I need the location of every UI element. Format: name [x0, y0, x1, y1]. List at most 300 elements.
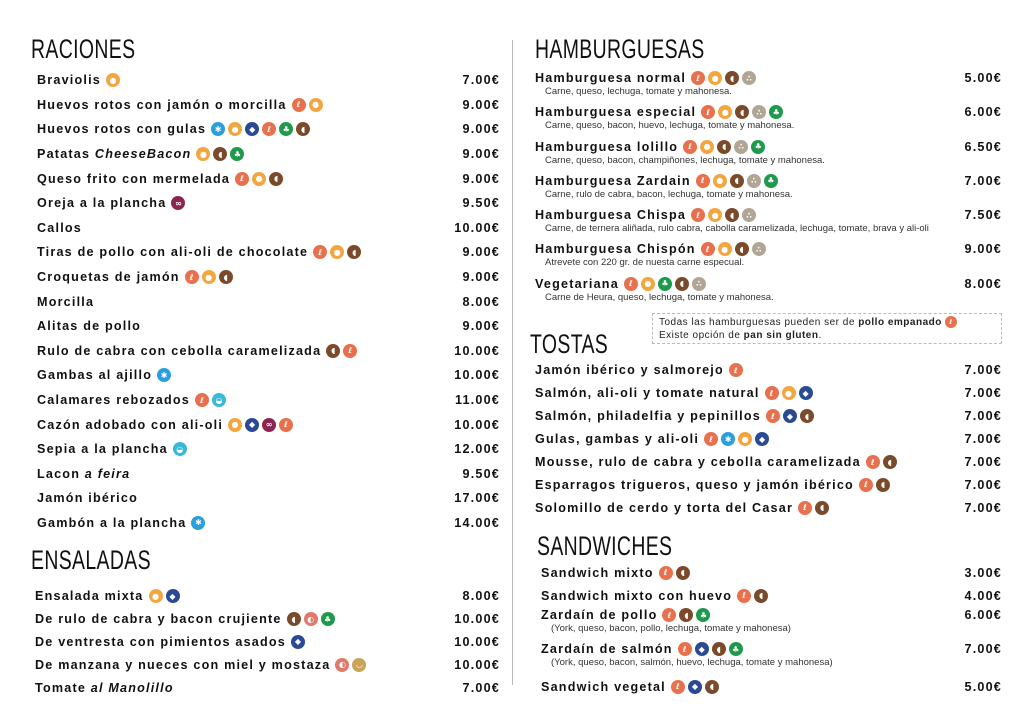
allergen-icons — [149, 589, 180, 603]
gluten-icon: ℓ — [185, 270, 199, 284]
menu-item-row — [535, 382, 1002, 405]
menu-item — [535, 382, 1002, 405]
menu-item — [35, 608, 500, 631]
menu-item-row — [535, 207, 1002, 223]
item-price: 9.00€ — [462, 245, 500, 260]
gluten-icon: ℓ — [624, 277, 638, 291]
allergen-icons — [671, 680, 719, 694]
fish-icon: ◆ — [291, 635, 305, 649]
egg-icon: ● — [228, 122, 242, 136]
egg-icon: ● — [782, 386, 796, 400]
crustacean-icon: ✱ — [721, 432, 735, 446]
menu-item-row — [535, 70, 1002, 86]
menu-item-row — [535, 428, 1002, 451]
allergen-icons — [678, 642, 743, 656]
section-title-sandwiches: SANDWICHES — [537, 531, 673, 561]
gluten-icon: ℓ — [659, 566, 673, 580]
section-title-hamburguesas: HAMBURGUESAS — [535, 34, 705, 64]
menu-item — [37, 240, 500, 265]
item-name-text: Solomillo de cerdo y torta del Casar — [535, 500, 794, 515]
milk-icon: ◖ — [296, 122, 310, 136]
menu-item-row — [37, 191, 500, 216]
milk-icon: ◖ — [883, 455, 897, 469]
item-price: 11.00€ — [454, 393, 500, 408]
item-price: 7.00€ — [462, 73, 500, 88]
menu-item — [541, 561, 1002, 584]
item-name-text: Hamburguesa normal — [535, 71, 687, 85]
egg-icon: ● — [228, 418, 242, 432]
nuts-icon: ◐ — [304, 612, 318, 626]
allergen-icons — [866, 455, 897, 469]
item-name-text: Hamburguesa Chispón — [535, 242, 696, 257]
egg-icon: ● — [202, 270, 216, 284]
item-description: Carne de Heura, queso, lechuga, tomate y mahonesa. — [545, 291, 774, 303]
gluten-icon: ℓ — [292, 98, 306, 112]
menu-item-row — [35, 676, 500, 699]
item-price: 7.00€ — [964, 477, 1002, 492]
item-name-text: Alitas de pollo — [37, 319, 142, 334]
item-name-text: Jamón ibérico — [37, 491, 138, 506]
item-name — [37, 491, 138, 505]
item-price: 7.00€ — [964, 386, 1002, 401]
gluten-icon: ℓ — [866, 455, 880, 469]
menu-item — [541, 641, 1002, 675]
menu-item — [37, 437, 500, 462]
menu-item — [37, 142, 500, 167]
menu-item-row — [541, 607, 1002, 623]
section-title-raciones: RACIONES — [31, 34, 136, 64]
menu-item-row — [37, 289, 500, 314]
crustacean-icon: ✱ — [191, 516, 205, 530]
menu-item-row — [541, 641, 1002, 657]
item-name — [37, 295, 94, 309]
menu-item — [37, 412, 500, 437]
item-name-text: Gulas, gambas y ali-oli — [535, 432, 700, 447]
menu-item-row — [535, 104, 1002, 120]
menu-item — [535, 276, 1002, 310]
allergen-icons — [171, 196, 185, 210]
allergen-icons — [659, 566, 690, 580]
item-name-text: Ensalada mixta — [35, 589, 144, 604]
gluten-icon: ℓ — [766, 409, 780, 423]
item-price: 10.00€ — [454, 417, 500, 432]
allergen-icons — [701, 242, 766, 256]
gluten-icon: ℓ — [945, 316, 957, 328]
egg-icon: ● — [196, 147, 210, 161]
menu-item — [35, 676, 500, 699]
item-name-text: Gambón a la plancha — [37, 515, 187, 530]
menu-item — [541, 675, 1002, 698]
menu-item-row — [37, 265, 500, 290]
egg-icon: ● — [718, 105, 732, 119]
item-name — [535, 386, 760, 400]
gluten-icon: ℓ — [262, 122, 276, 136]
item-name — [37, 344, 321, 358]
fish-icon: ◆ — [166, 589, 180, 603]
allergen-icons — [228, 418, 293, 432]
item-name-text: Sandwich vegetal — [541, 679, 666, 694]
item-name — [35, 589, 144, 603]
menu-item — [535, 173, 1002, 207]
allergen-icons — [313, 245, 361, 259]
fish-icon: ◆ — [245, 122, 259, 136]
menu-item — [37, 117, 500, 142]
item-name-text: Huevos rotos con jamón o morcilla — [37, 97, 287, 112]
milk-icon: ◖ — [725, 71, 739, 85]
item-price: 7.00€ — [462, 680, 500, 695]
allergen-icons — [211, 122, 310, 136]
allergen-icons — [157, 368, 171, 382]
allergen-icons — [696, 174, 778, 188]
item-name — [37, 122, 206, 136]
allergen-icons — [173, 442, 187, 456]
menu-item-row — [37, 240, 500, 265]
menu-item — [37, 265, 500, 290]
allergen-icons — [662, 608, 710, 622]
gluten-icon: ℓ — [765, 386, 779, 400]
hamburguesas-list — [535, 70, 1002, 310]
gluten-icon: ℓ — [701, 242, 715, 256]
menu-item-row — [37, 216, 500, 241]
gluten-icon: ℓ — [704, 432, 718, 446]
item-name — [37, 368, 152, 382]
menu-item — [37, 93, 500, 118]
item-name — [541, 566, 654, 580]
allergen-icons — [691, 71, 756, 85]
menu-item-row — [37, 339, 500, 364]
item-description: Carne, de ternera aliñada, rulo cabra, cabolla caramelizada, lechuga, tomate, brava y ali-oli — [545, 223, 929, 235]
menu-item — [37, 486, 500, 511]
note-text: . — [818, 330, 822, 341]
item-name-text: Sepia a la plancha — [37, 442, 168, 457]
item-price: 7.00€ — [964, 409, 1002, 424]
note-bold: pan sin gluten — [743, 330, 819, 341]
item-price: 9.00€ — [462, 122, 500, 137]
item-name — [37, 221, 82, 235]
item-name-text: Zardaín de pollo — [541, 608, 658, 623]
item-price: 8.00€ — [964, 276, 1002, 291]
milk-icon: ◖ — [219, 270, 233, 284]
item-name-text: Rulo de cabra con cebolla caramelizada — [37, 343, 322, 358]
menu-item-row — [535, 241, 1002, 257]
crustacean-icon: ✱ — [211, 122, 225, 136]
item-name-text: Cazón adobado con ali-oli — [37, 417, 224, 432]
item-description: (York, queso, bacon, pollo, lechuga, tomate y mahonesa) — [551, 623, 791, 635]
item-name-text: Sandwich mixto — [541, 565, 654, 580]
item-name-text: De ventresta con pimientos asados — [35, 634, 286, 649]
menu-item-row — [541, 675, 1002, 698]
milk-icon: ◖ — [705, 680, 719, 694]
allergen-icons — [798, 501, 829, 515]
note-text: Existe opción de — [659, 330, 744, 341]
sesame-icon: ∴ — [742, 208, 756, 222]
egg-icon: ● — [330, 245, 344, 259]
milk-icon: ◖ — [213, 147, 227, 161]
item-name — [535, 174, 691, 188]
item-description: Carne, queso, lechuga, tomate y mahonesa. — [545, 86, 732, 97]
gluten-icon: ℓ — [195, 393, 209, 407]
raciones-list — [37, 68, 500, 535]
item-price: 5.00€ — [964, 679, 1002, 694]
egg-icon: ● — [106, 73, 120, 87]
note-bold: pollo empanado — [858, 317, 942, 328]
gluten-icon: ℓ — [678, 642, 692, 656]
allergen-icons — [191, 516, 205, 530]
gluten-icon: ℓ — [343, 344, 357, 358]
milk-icon: ◖ — [754, 589, 768, 603]
celery-icon: ♣ — [279, 122, 293, 136]
egg-icon: ● — [309, 98, 323, 112]
menu-item-row — [37, 314, 500, 339]
item-name — [37, 467, 130, 481]
item-name — [541, 680, 666, 694]
allergen-icons — [766, 409, 814, 423]
allergen-icons — [326, 344, 357, 358]
item-price: 10.00€ — [454, 220, 500, 235]
celery-icon: ♣ — [696, 608, 710, 622]
sesame-icon: ∴ — [692, 277, 706, 291]
egg-icon: ● — [708, 71, 722, 85]
sesame-icon: ∴ — [747, 174, 761, 188]
milk-icon: ◖ — [800, 409, 814, 423]
item-price: 14.00€ — [454, 515, 500, 530]
milk-icon: ◖ — [815, 501, 829, 515]
item-price: 9.00€ — [462, 147, 500, 162]
allergen-icons — [195, 393, 226, 407]
allergen-icons — [859, 478, 890, 492]
item-price: 7.00€ — [964, 500, 1002, 515]
menu-item-row — [541, 561, 1002, 584]
item-name-text: Callos — [37, 220, 82, 235]
mollusk-icon: ◒ — [173, 442, 187, 456]
allergen-icons — [196, 147, 244, 161]
item-description: Atrevete con 220 gr. de nuesta carne especual. — [545, 257, 745, 269]
milk-icon: ◖ — [676, 566, 690, 580]
menu-item — [37, 388, 500, 413]
item-name-text: Braviolis — [37, 73, 101, 88]
milk-icon: ◖ — [269, 172, 283, 186]
item-name — [37, 245, 308, 259]
section-title-ensaladas: ENSALADAS — [31, 545, 151, 575]
item-name — [37, 418, 223, 432]
item-name-text: Huevos rotos con gulas — [37, 122, 207, 137]
menu-item-row — [37, 117, 500, 142]
item-name-text: Mousse, rulo de cabra y cebolla caramelizada — [535, 455, 861, 469]
sesame-icon: ∴ — [734, 140, 748, 154]
menu-item — [535, 104, 1002, 138]
celery-icon: ♣ — [658, 277, 672, 291]
item-price: 7.00€ — [964, 363, 1002, 378]
menu-item-row — [535, 276, 1002, 292]
item-name-text: Tiras de pollo con ali-oli de chocolate — [37, 245, 309, 260]
menu-item-row — [35, 653, 500, 676]
item-name-text: Croquetas de jamón — [37, 270, 180, 285]
item-price: 6.50€ — [964, 139, 1002, 154]
item-name-text: Hamburguesa especial — [535, 105, 697, 120]
menu-item-row — [37, 412, 500, 437]
item-name — [535, 71, 686, 85]
menu-item — [37, 216, 500, 241]
menu-item — [535, 428, 1002, 451]
item-description: Carne, rulo de cabra, bacon, lechuga, tomate y mahonesa. — [545, 188, 793, 200]
item-name-italic: al Manolillo — [90, 680, 174, 695]
menu-item — [535, 359, 1002, 382]
item-price: 9.50€ — [462, 466, 500, 481]
menu-item — [535, 451, 1002, 474]
menu-item — [37, 68, 500, 93]
item-price: 9.00€ — [964, 242, 1002, 257]
menu-item-row — [535, 496, 1002, 519]
menu-item — [37, 166, 500, 191]
allergen-icons — [185, 270, 233, 284]
item-name — [535, 105, 696, 119]
gluten-icon: ℓ — [235, 172, 249, 186]
item-name — [535, 455, 861, 469]
item-name-text: De rulo de cabra y bacon crujiente — [35, 612, 282, 627]
item-price: 8.00€ — [462, 294, 500, 309]
item-name-text: Salmón, ali-oli y tomate natural — [535, 386, 760, 401]
menu-item — [37, 363, 500, 388]
gluten-icon: ℓ — [691, 71, 705, 85]
item-name-text: Oreja a la plancha — [37, 196, 167, 211]
sulphites-icon: ∞ — [262, 418, 276, 432]
allergen-icons — [737, 589, 768, 603]
item-name-text: Hamburguesa Chispa — [535, 208, 687, 223]
item-price: 7.00€ — [964, 173, 1002, 188]
egg-icon: ● — [708, 208, 722, 222]
item-name — [37, 270, 180, 284]
milk-icon: ◖ — [287, 612, 301, 626]
item-name-text: De manzana y nueces con miel y mostaza — [35, 657, 331, 672]
crustacean-icon: ✱ — [157, 368, 171, 382]
item-name-text: Tomate — [35, 680, 91, 695]
sesame-icon: ∴ — [752, 242, 766, 256]
menu-item — [37, 289, 500, 314]
allergen-icons — [765, 386, 813, 400]
menu-item-row — [37, 437, 500, 462]
item-price: 10.00€ — [454, 343, 500, 358]
menu-item-row — [535, 405, 1002, 428]
menu-item — [535, 241, 1002, 275]
gluten-icon: ℓ — [737, 589, 751, 603]
item-name — [535, 363, 724, 377]
item-price: 8.00€ — [462, 589, 500, 604]
gluten-icon: ℓ — [313, 245, 327, 259]
celery-icon: ♣ — [764, 174, 778, 188]
item-name-text: Queso frito con mermelada — [37, 171, 231, 186]
milk-icon: ◖ — [717, 140, 731, 154]
item-name — [541, 589, 732, 603]
menu-item-row — [37, 68, 500, 93]
gluten-icon: ℓ — [662, 608, 676, 622]
mollusk-icon: ◒ — [212, 393, 226, 407]
milk-icon: ◖ — [735, 242, 749, 256]
item-name — [37, 442, 168, 456]
allergen-icons — [701, 105, 783, 119]
fish-icon: ◆ — [783, 409, 797, 423]
item-description: Carne, queso, bacon, huevo, lechuga, tomate y mahonesa. — [545, 120, 795, 132]
sandwiches-list — [541, 561, 1002, 699]
ensaladas-list — [35, 585, 500, 699]
sesame-icon: ∴ — [742, 71, 756, 85]
milk-icon: ◖ — [876, 478, 890, 492]
sesame-icon: ∴ — [752, 105, 766, 119]
item-name — [535, 501, 793, 515]
milk-icon: ◖ — [679, 608, 693, 622]
item-name — [35, 612, 282, 626]
fish-icon: ◆ — [755, 432, 769, 446]
item-name-text: Hamburguesa Zardain — [535, 173, 691, 188]
allergen-icons — [292, 98, 323, 112]
menu-item-row — [37, 462, 500, 487]
allergen-icons — [691, 208, 756, 222]
egg-icon: ● — [149, 589, 163, 603]
menu-item-row — [35, 585, 500, 608]
allergen-icons — [729, 363, 743, 377]
item-price: 10.00€ — [454, 634, 500, 649]
menu-item-row — [35, 631, 500, 654]
milk-icon: ◖ — [326, 344, 340, 358]
allergen-icons — [624, 277, 706, 291]
menu-item-row — [541, 584, 1002, 607]
gluten-icon: ℓ — [671, 680, 685, 694]
menu-item — [35, 631, 500, 654]
menu-item-row — [535, 359, 1002, 382]
allergen-icons — [335, 658, 366, 672]
menu-item-row — [37, 166, 500, 191]
egg-icon: ● — [700, 140, 714, 154]
item-name — [37, 172, 230, 186]
item-price: 9.00€ — [462, 270, 500, 285]
item-name-text: Zardaín de salmón — [541, 642, 673, 657]
item-name — [35, 635, 286, 649]
item-name — [35, 681, 174, 695]
milk-icon: ◖ — [730, 174, 744, 188]
item-name-text: Gambas al ajillo — [37, 368, 153, 383]
menu-item — [37, 511, 500, 536]
item-name — [37, 516, 186, 530]
item-price: 4.00€ — [964, 588, 1002, 603]
menu-item — [35, 653, 500, 676]
hamburguesas-note — [652, 313, 1002, 344]
celery-icon: ♣ — [769, 105, 783, 119]
section-title-tostas: TOSTAS — [530, 329, 609, 359]
item-description: (York, queso, bacon, salmón, huevo, lechuga, tomate y mahonesa) — [551, 657, 833, 669]
menu-item — [35, 585, 500, 608]
item-price: 7.00€ — [964, 432, 1002, 447]
milk-icon: ◖ — [735, 105, 749, 119]
item-name-italic: CheeseBacon — [94, 147, 192, 162]
gluten-icon: ℓ — [798, 501, 812, 515]
egg-icon: ● — [252, 172, 266, 186]
menu-item-row — [37, 363, 500, 388]
gluten-icon: ℓ — [691, 208, 705, 222]
item-name — [541, 642, 673, 656]
item-name-italic: a feira — [84, 466, 131, 481]
allergen-icons — [235, 172, 283, 186]
menu-item-row — [37, 142, 500, 167]
egg-icon: ● — [641, 277, 655, 291]
item-price: 9.00€ — [462, 97, 500, 112]
item-price: 12.00€ — [454, 442, 500, 457]
egg-icon: ● — [718, 242, 732, 256]
item-name-text: Hamburguesa lolillo — [535, 139, 679, 154]
item-name — [37, 319, 141, 333]
fish-icon: ◆ — [799, 386, 813, 400]
fish-icon: ◆ — [245, 418, 259, 432]
menu-item — [37, 191, 500, 216]
menu-item — [535, 139, 1002, 173]
